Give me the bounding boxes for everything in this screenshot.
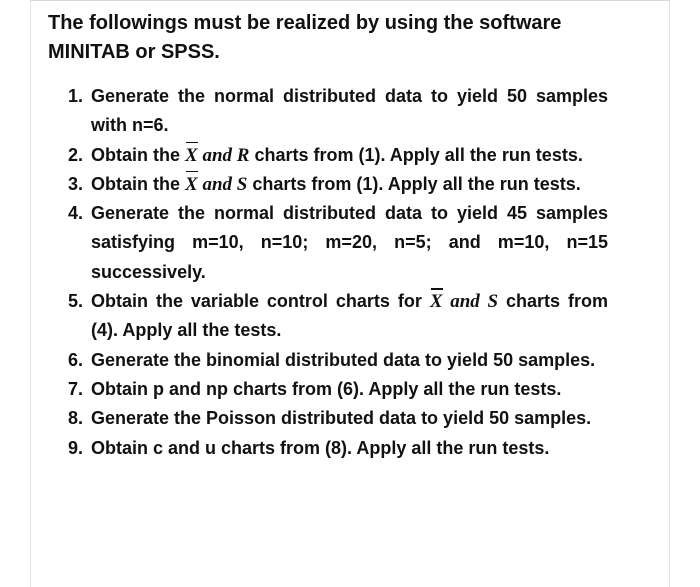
task-text [91, 346, 608, 375]
task-text-part: Generate the Poisson distributed data to yield 50 samples. [91, 408, 592, 429]
task-text [91, 287, 608, 346]
task-number: 7. [68, 378, 84, 399]
task-number: 6. [68, 349, 84, 370]
task-text-part: Obtain the variable control charts for [91, 291, 430, 312]
page-left-border [30, 0, 31, 587]
task-text-part: Generate the normal distributed data to yield 45 samples satisfying m=10, n=10; m=20, n=5; and m=10, n=15 successively. [91, 203, 608, 282]
task-number: 1. [68, 86, 84, 106]
page-right-border [669, 0, 670, 587]
task-item-7 [68, 375, 608, 404]
task-text-part: charts from (1). Apply all the run tests. [249, 144, 583, 165]
x-bar-symbol: X [185, 170, 198, 199]
task-number: 9. [68, 437, 84, 458]
task-text-part: Generate the normal distributed data to yield 50 samples with n=6. [91, 86, 608, 136]
task-text [91, 170, 608, 199]
task-item-8 [68, 404, 608, 433]
task-list [68, 82, 608, 463]
task-item-9 [68, 434, 608, 463]
task-text-part: Obtain p and np charts from (6). Apply all the run tests. [91, 378, 562, 399]
task-text [91, 404, 608, 433]
chart-symbol: and S [442, 291, 499, 313]
task-number: 2. [68, 144, 84, 165]
task-text-part: charts from (1). Apply all the run tests. [247, 173, 581, 194]
task-item-1 [68, 82, 608, 141]
chart-symbol: and S [197, 173, 248, 195]
task-text [91, 375, 608, 404]
task-item-5 [68, 287, 608, 346]
task-number: 4. [68, 203, 84, 224]
task-item-3 [68, 170, 608, 199]
task-item-4 [68, 199, 608, 287]
task-item-2 [68, 141, 608, 170]
task-text [91, 82, 608, 141]
task-text [91, 434, 608, 463]
x-bar-symbol: X [185, 141, 198, 170]
x-bar-symbol: X [430, 287, 443, 316]
task-item-6 [68, 346, 608, 375]
task-number: 8. [68, 408, 84, 429]
task-number: 5. [68, 291, 84, 312]
task-text-part: Obtain the [91, 173, 185, 194]
instructions-heading: The followings must be realized by using the software MINITAB or SPSS. [48, 12, 562, 63]
task-text-part: Obtain c and u charts from (8). Apply all the run tests. [91, 437, 550, 458]
chart-symbol: and R [197, 144, 250, 166]
task-text [91, 141, 608, 170]
page-top-border [30, 0, 670, 1]
task-number: 3. [68, 173, 84, 194]
task-text [91, 199, 608, 287]
task-text-part: charts from (4). Apply all the tests. [91, 291, 608, 341]
task-text-part: Obtain the [91, 144, 185, 165]
task-text-part: Generate the binomial distributed data to yield 50 samples. [91, 349, 596, 370]
